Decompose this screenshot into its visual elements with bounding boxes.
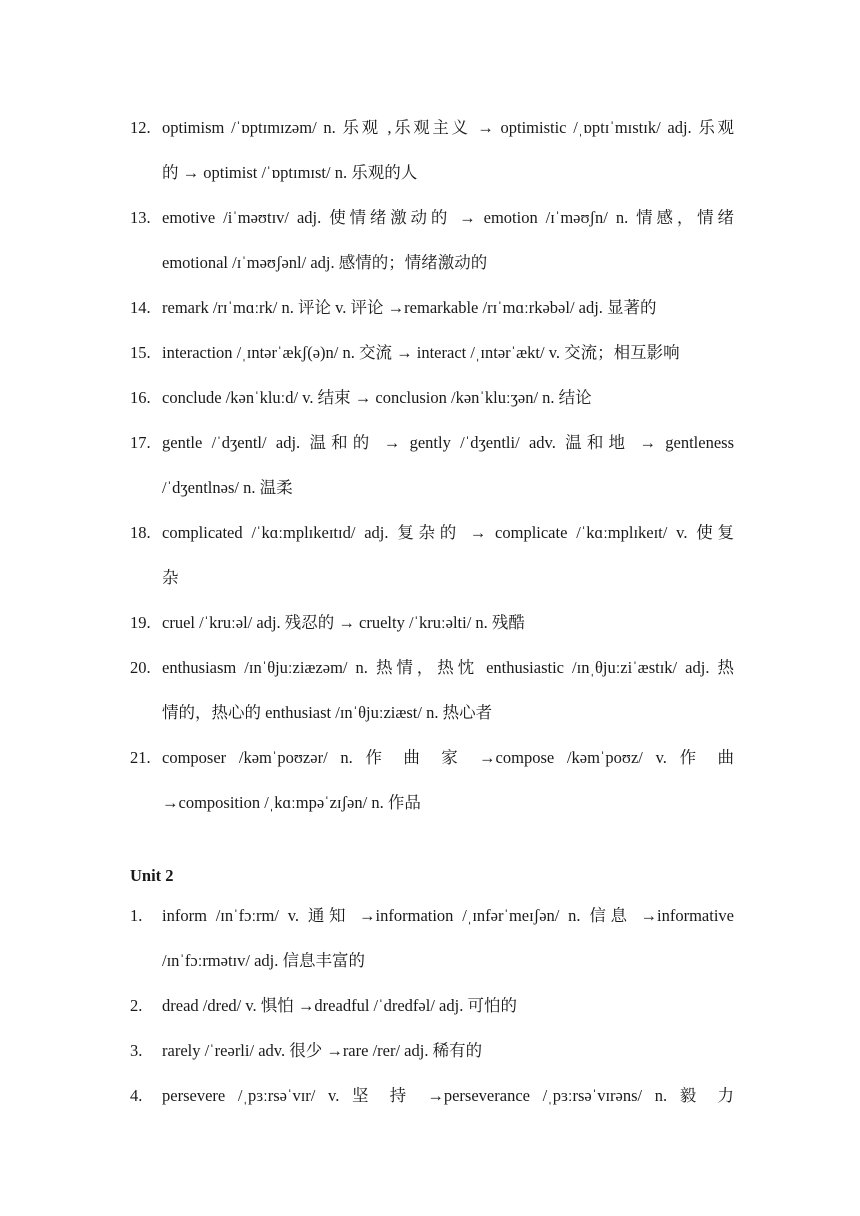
entry-line: 的 → optimist /ˈɒptɪmɪst/ n. 乐观的人 <box>162 163 418 182</box>
entry-number: 15. <box>130 343 151 362</box>
entry-number: 16. <box>130 388 151 407</box>
entry-line: gentle /ˈdʒentl/ adj. 温和的 → gently /ˈdʒentli/ adv. 温和地 → gentleness <box>162 433 734 452</box>
entry-line: persevere /ˌpɜːrsəˈvɪr/ v. 坚 持 →perseverance /ˌpɜːrsəˈvɪrəns/ n. 毅 力 <box>162 1086 734 1105</box>
entry-line: remark /rɪˈmɑːrk/ n. 评论 v. 评论 →remarkable /rɪˈmɑːrkəbəl/ adj. 显著的 <box>162 298 657 317</box>
entry-number: 2. <box>130 996 143 1015</box>
entry-number: 19. <box>130 613 151 632</box>
unit-heading: Unit 2 <box>130 866 174 885</box>
entry-number: 4. <box>130 1086 143 1105</box>
entry-number: 21. <box>130 748 151 767</box>
entry-line: complicated /ˈkɑːmplɪkeɪtɪd/ adj. 复杂的 → complicate /ˈkɑːmplɪkeɪt/ v. 使复 <box>162 523 734 542</box>
entry-line: emotional /ɪˈməʊʃənl/ adj. 感情的；情绪激动的 <box>162 253 488 272</box>
entry-line: 杂 <box>162 568 179 587</box>
entry-number: 17. <box>130 433 151 452</box>
entry-line: inform /ɪnˈfɔːrm/ v. 通知 →information /ˌɪnfərˈmeɪʃən/ n. 信息 →informative <box>162 906 734 925</box>
entry-number: 20. <box>130 658 151 677</box>
entry-line: rarely /ˈreərli/ adv. 很少 →rare /rer/ adj. 稀有的 <box>162 1041 483 1060</box>
entry-line: /ɪnˈfɔːrmətɪv/ adj. 信息丰富的 <box>162 951 366 970</box>
entry-number: 18. <box>130 523 151 542</box>
entry-line: enthusiasm /ɪnˈθjuːziæzəm/ n. 热情，热忱 enthusiastic /ɪnˌθjuːziˈæstɪk/ adj. 热 <box>162 658 734 677</box>
entry-line: composer /kəmˈpoʊzər/ n. 作 曲 家 →compose /kəmˈpoʊz/ v. 作 曲 <box>162 748 734 767</box>
entry-number: 1. <box>130 906 143 925</box>
entry-number: 14. <box>130 298 151 317</box>
entry-line: cruel /ˈkruːəl/ adj. 残忍的 → cruelty /ˈkruːəlti/ n. 残酷 <box>162 613 525 632</box>
entry-line: optimism /ˈɒptɪmɪzəm/ n. 乐观 ,乐观主义 → optimistic /ˌɒptɪˈmɪstɪk/ adj. 乐观 <box>162 118 734 137</box>
entry-number: 3. <box>130 1041 143 1060</box>
entry-line: →composition /ˌkɑːmpəˈzɪʃən/ n. 作品 <box>162 793 421 812</box>
entry-line: emotive /iˈməʊtɪv/ adj. 使情绪激动的 → emotion /ɪˈməʊʃn/ n. 情感，情绪 <box>162 208 734 227</box>
entry-number: 13. <box>130 208 151 227</box>
entry-line: dread /dred/ v. 惧怕 →dreadful /ˈdredfəl/ adj. 可怕的 <box>162 996 517 1015</box>
entry-line: /ˈdʒentlnəs/ n. 温柔 <box>162 478 293 497</box>
entry-line: interaction /ˌɪntərˈækʃ(ə)n/ n. 交流 → interact /ˌɪntərˈækt/ v. 交流；相互影响 <box>162 343 680 362</box>
entry-line: conclude /kənˈkluːd/ v. 结束 → conclusion /kənˈkluːʒən/ n. 结论 <box>162 388 592 407</box>
entry-line: 情的，热心的 enthusiast /ɪnˈθjuːziæst/ n. 热心者 <box>162 703 493 722</box>
entry-number: 12. <box>130 118 151 137</box>
